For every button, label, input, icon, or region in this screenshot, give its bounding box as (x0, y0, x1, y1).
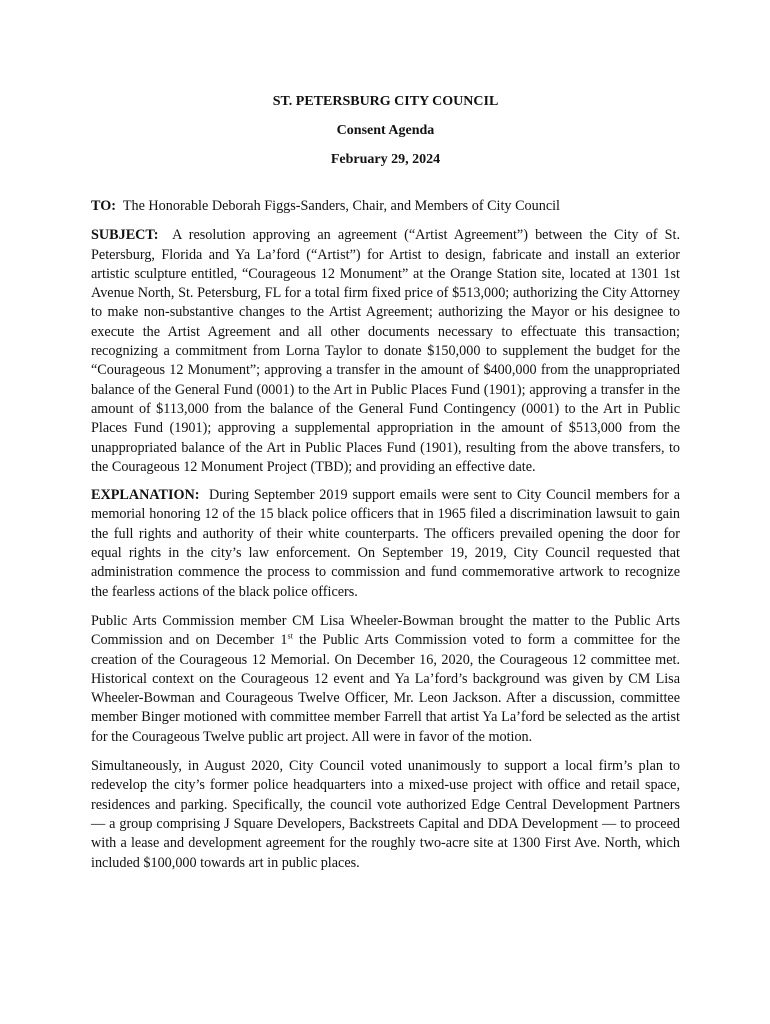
commission-text-end: the Public Arts Commission voted to form a committee for the creation of the Courageous 12 Memorial. On December 16, 2020, the Courageous 12 committee met. Historical context on the Courageous 12 event and Ya La’ford’s background was given by CM Lisa Wheeler-Bowman and Courageous Twelve Officer, Mr. Leon Jackson. After a discussion, committee member Binger motioned with committee member Farrell that artist Ya La’ford be selected as the artist for the Courageous Twelve public art project. All were in favor of the motion. (91, 632, 680, 745)
explanation-label: EXPLANATION: (91, 487, 200, 504)
subject-text: A resolution approving an agreement (“Artist Agreement”) between the City of St. Petersburg, Florida and Ya La’ford (“Artist”) for Artist to design, fabricate and install an exterior artistic sculpture entitled, “Courageous 12 Monument” at the Orange Station site, located at 1301 1st Avenue North, St. Petersburg, FL for a total firm fixed price of $513,000; authorizing the City Attorney to make non-substantive changes to the Artist Agreement; authorizing the Mayor or his designee to execute the Artist Agreement and all other documents necessary to effectuate this transaction; recognizing a commitment from Lorna Taylor to donate $150,000 to supplement the budget for the “Courageous 12 Monument”; approving a transfer in the amount of $400,000 from the unappropriated balance of the General Fund (0001) to the Art in Public Places Fund (1901); approving a transfer in the amount of $113,000 from the balance of the General Fund Contingency (0001) to the Art in Public Places Fund (1901); approving a supplemental appropriation in the amount of $513,000 from the unappropriated balance of the Art in Public Places Fund (1901), resulting from the above transfers, to the Courageous 12 Monument Project (TBD); and providing an effective date. (91, 227, 680, 475)
redevelopment-paragraph: Simultaneously, in August 2020, City Council voted unanimously to support a local firm’s plan to redevelop the city’s former police headquarters into a mixed-use project with office and retail space, residences and parking. Specifically, the council vote authorized Edge Central Development Partners — a group comprising J Square Developers, Backstreets Capital and DDA Development — to proceed with a lease and development agreement for the roughly two-acre site at 1300 First Ave. North, which included $100,000 towards art in public places. (91, 758, 680, 871)
subject-label: SUBJECT: (91, 227, 159, 244)
to-line (91, 197, 680, 216)
ordinal-suffix: st (287, 631, 293, 641)
explanation-text: During September 2019 support emails were sent to City Council members for a memorial honoring 12 of the 15 black police officers that in 1965 filed a discrimination lawsuit to gain the full rights and authority of their white counterparts. The officers prevailed opening the door for equal rights in the city’s law enforcement. On September 19, 2019, City Council requested that administration commence the process to commission and fund commemorative artwork to recognize the fearless actions of the black police officers. (91, 487, 681, 600)
to-label: TO: (91, 198, 116, 214)
document-page (91, 93, 680, 873)
commission-paragraph (91, 612, 680, 747)
document-org-title: ST. PETERSBURG CITY COUNCIL (272, 94, 499, 109)
agenda-type: Consent Agenda (336, 123, 435, 138)
explanation-paragraph (91, 486, 680, 602)
agenda-date: February 29, 2024 (330, 152, 441, 167)
subject-paragraph (91, 226, 680, 477)
to-text: The Honorable Deborah Figgs-Sanders, Chair, and Members of City Council (122, 198, 560, 214)
commission-text-start: Public Arts Commission member CM Lisa Wheeler-Bowman brought the matter to the Public Arts Commission and on December 1 (91, 612, 680, 649)
